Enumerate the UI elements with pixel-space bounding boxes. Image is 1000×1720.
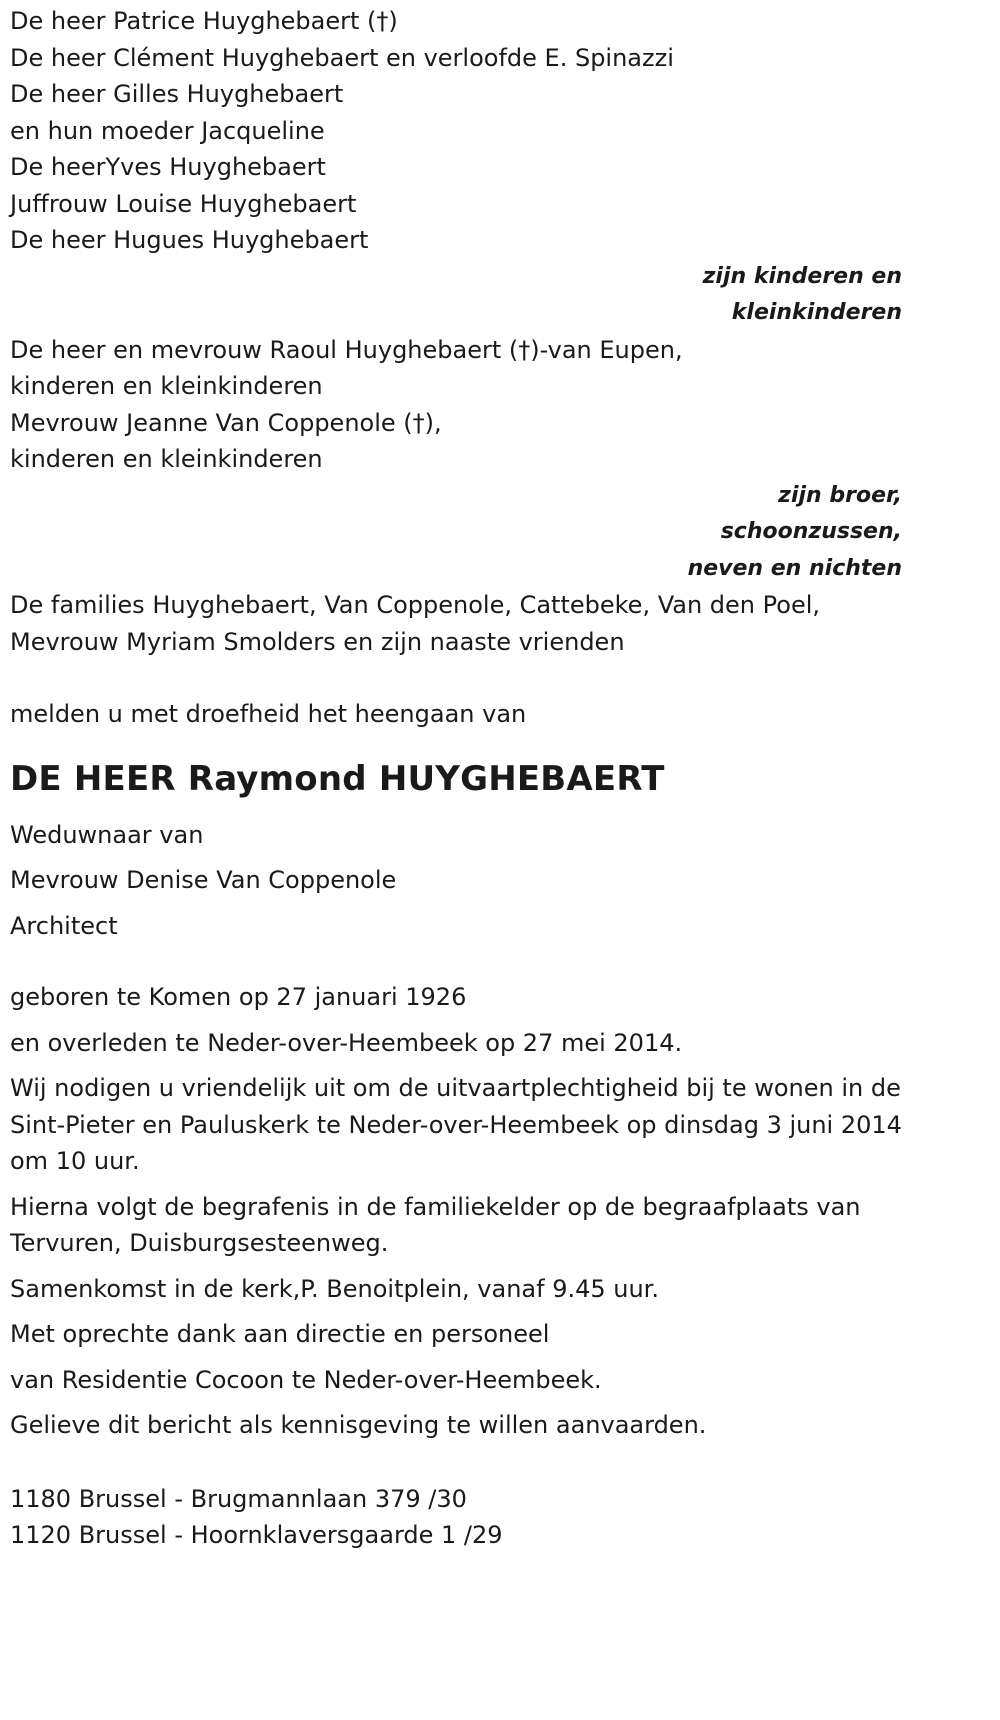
family-member-line: Mevrouw Jeanne Van Coppenole (†),: [10, 408, 442, 437]
family-member-line: kinderen en kleinkinderen: [10, 372, 323, 400]
family-member-line: en hun moeder Jacqueline: [10, 116, 325, 145]
family-member-line: De heer Hugues Huyghebaert: [10, 226, 369, 254]
family-member-line: De heer Clément Huyghebaert en verloofde E. Spinazzi: [10, 43, 674, 72]
family-member-line: kinderen en kleinkinderen: [10, 445, 323, 473]
address-line: 1120 Brussel - Hoornklaversgaarde 1 /29: [10, 1521, 503, 1549]
funeral-invitation: Wij nodigen u vriendelijk uit om de uitvaartplechtigheid bij te wonen in de Sint-Pieter en Pauluskerk te Neder-over-Heembeek op dinsdag 3 juni 2014 om 10 uur.: [10, 1074, 902, 1175]
detail-line: Weduwnaar van: [10, 820, 204, 849]
thanks-line: van Residentie Cocoon te Neder-over-Heembeek.: [10, 1365, 602, 1394]
address-line: 1180 Brussel - Brugmannlaan 379 /30: [10, 1484, 467, 1513]
family-member-line: Juffrouw Louise Huyghebaert: [10, 189, 357, 218]
children-role-label: zijn kinderen en kleinkinderen: [702, 263, 902, 325]
birth-info: geboren te Komen op 27 januari 1926: [10, 983, 467, 1011]
siblings-list: [10, 332, 902, 478]
detail-line: Mevrouw Denise Van Coppenole: [10, 866, 397, 894]
detail-line: Architect: [10, 911, 118, 940]
siblings-role-label: zijn broer, schoonzussen, neven en nichten: [687, 482, 902, 581]
family-member-line: De heer Gilles Huyghebaert: [10, 80, 344, 108]
family-member-line: De families Huyghebaert, Van Coppenole, Cattebeke, Van den Poel,: [10, 591, 821, 619]
addresses: [10, 1481, 902, 1554]
families-list: [10, 587, 902, 660]
thanks-line: Met oprechte dank aan directie en personeel: [10, 1320, 550, 1348]
notice-line: Gelieve dit bericht als kennisgeving te willen aanvaarden.: [10, 1411, 707, 1439]
gathering-info: Samenkomst in de kerk,P. Benoitplein, vanaf 9.45 uur.: [10, 1274, 659, 1303]
family-member-line: Mevrouw Myriam Smolders en zijn naaste vrienden: [10, 627, 625, 656]
deceased-name: DE HEER Raymond HUYGHEBAERT: [10, 758, 665, 799]
family-member-line: De heerYves Huyghebaert: [10, 153, 326, 181]
family-member-line: De heer Patrice Huyghebaert (†): [10, 7, 398, 35]
children-list: [10, 3, 902, 259]
announcement-text: melden u met droefheid het heengaan van: [10, 700, 527, 728]
obituary-notice: [10, 0, 902, 1554]
family-member-line: De heer en mevrouw Raoul Huyghebaert (†)-van Eupen,: [10, 335, 683, 364]
death-info: en overleden te Neder-over-Heembeek op 27 mei 2014.: [10, 1028, 683, 1057]
burial-info: Hierna volgt de begrafenis in de familiekelder op de begraafplaats van Tervuren, Duisburgsesteenweg.: [10, 1192, 861, 1257]
